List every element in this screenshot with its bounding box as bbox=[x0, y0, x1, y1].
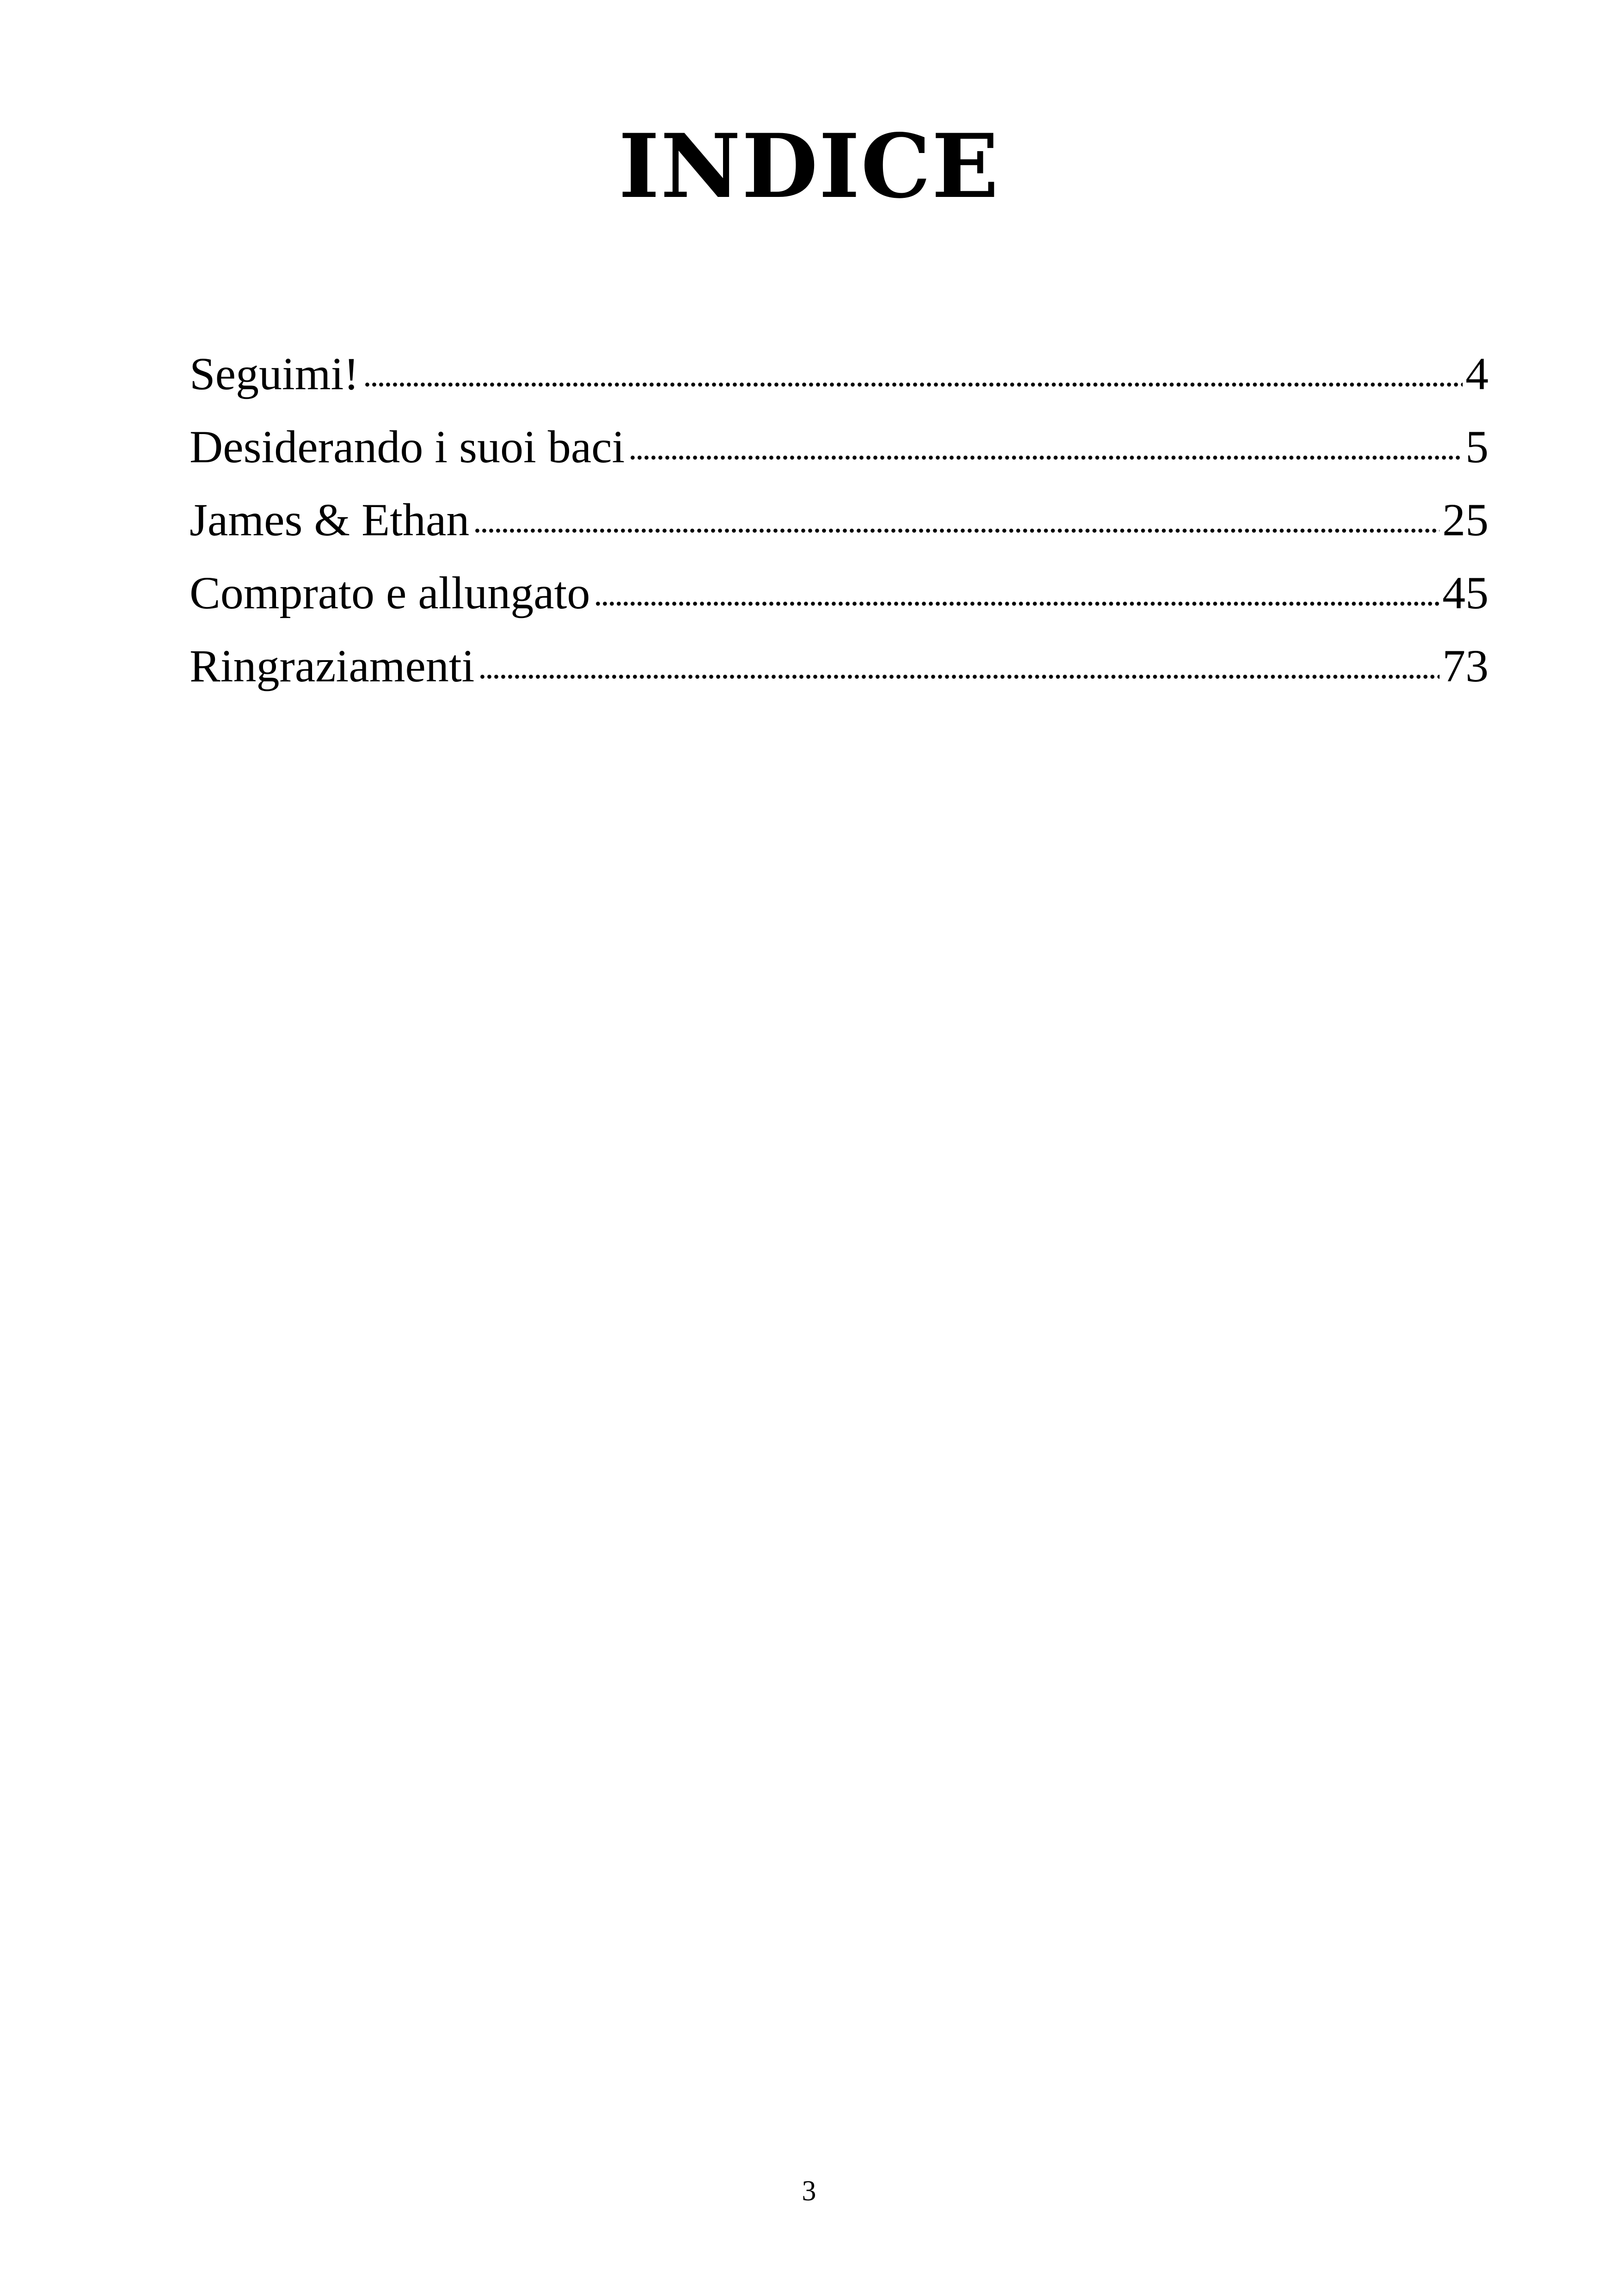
toc-dot-leader bbox=[364, 380, 1463, 389]
toc-entry-label: Comprato e allungato bbox=[190, 567, 590, 618]
toc-entry-label: Desiderando i suoi baci bbox=[190, 421, 625, 472]
toc-dot-leader bbox=[629, 453, 1463, 462]
toc-entry-james-ethan bbox=[190, 484, 1489, 557]
toc-entry-label: James & Ethan bbox=[190, 494, 470, 545]
toc-entry-comprato-e-allungato bbox=[190, 557, 1489, 630]
toc-entry-page: 45 bbox=[1442, 567, 1489, 618]
toc-entry-desiderando-i-suoi-baci bbox=[190, 410, 1489, 484]
toc-entry-label: Seguimi! bbox=[190, 348, 359, 399]
toc-entry-label: Ringraziamenti bbox=[190, 640, 475, 692]
page-title: INDICE bbox=[618, 115, 1000, 218]
table-of-contents bbox=[190, 337, 1489, 703]
toc-entry-page: 4 bbox=[1465, 348, 1489, 399]
toc-entry-seguimi bbox=[190, 337, 1489, 410]
toc-dot-leader bbox=[474, 526, 1440, 535]
toc-entry-page: 73 bbox=[1442, 640, 1489, 692]
toc-entry-page: 25 bbox=[1442, 494, 1489, 545]
toc-entry-ringraziamenti bbox=[190, 630, 1489, 703]
toc-entry-page: 5 bbox=[1465, 421, 1489, 472]
toc-dot-leader bbox=[594, 599, 1440, 608]
toc-dot-leader bbox=[479, 672, 1440, 681]
page-number: 3 bbox=[802, 2175, 816, 2207]
